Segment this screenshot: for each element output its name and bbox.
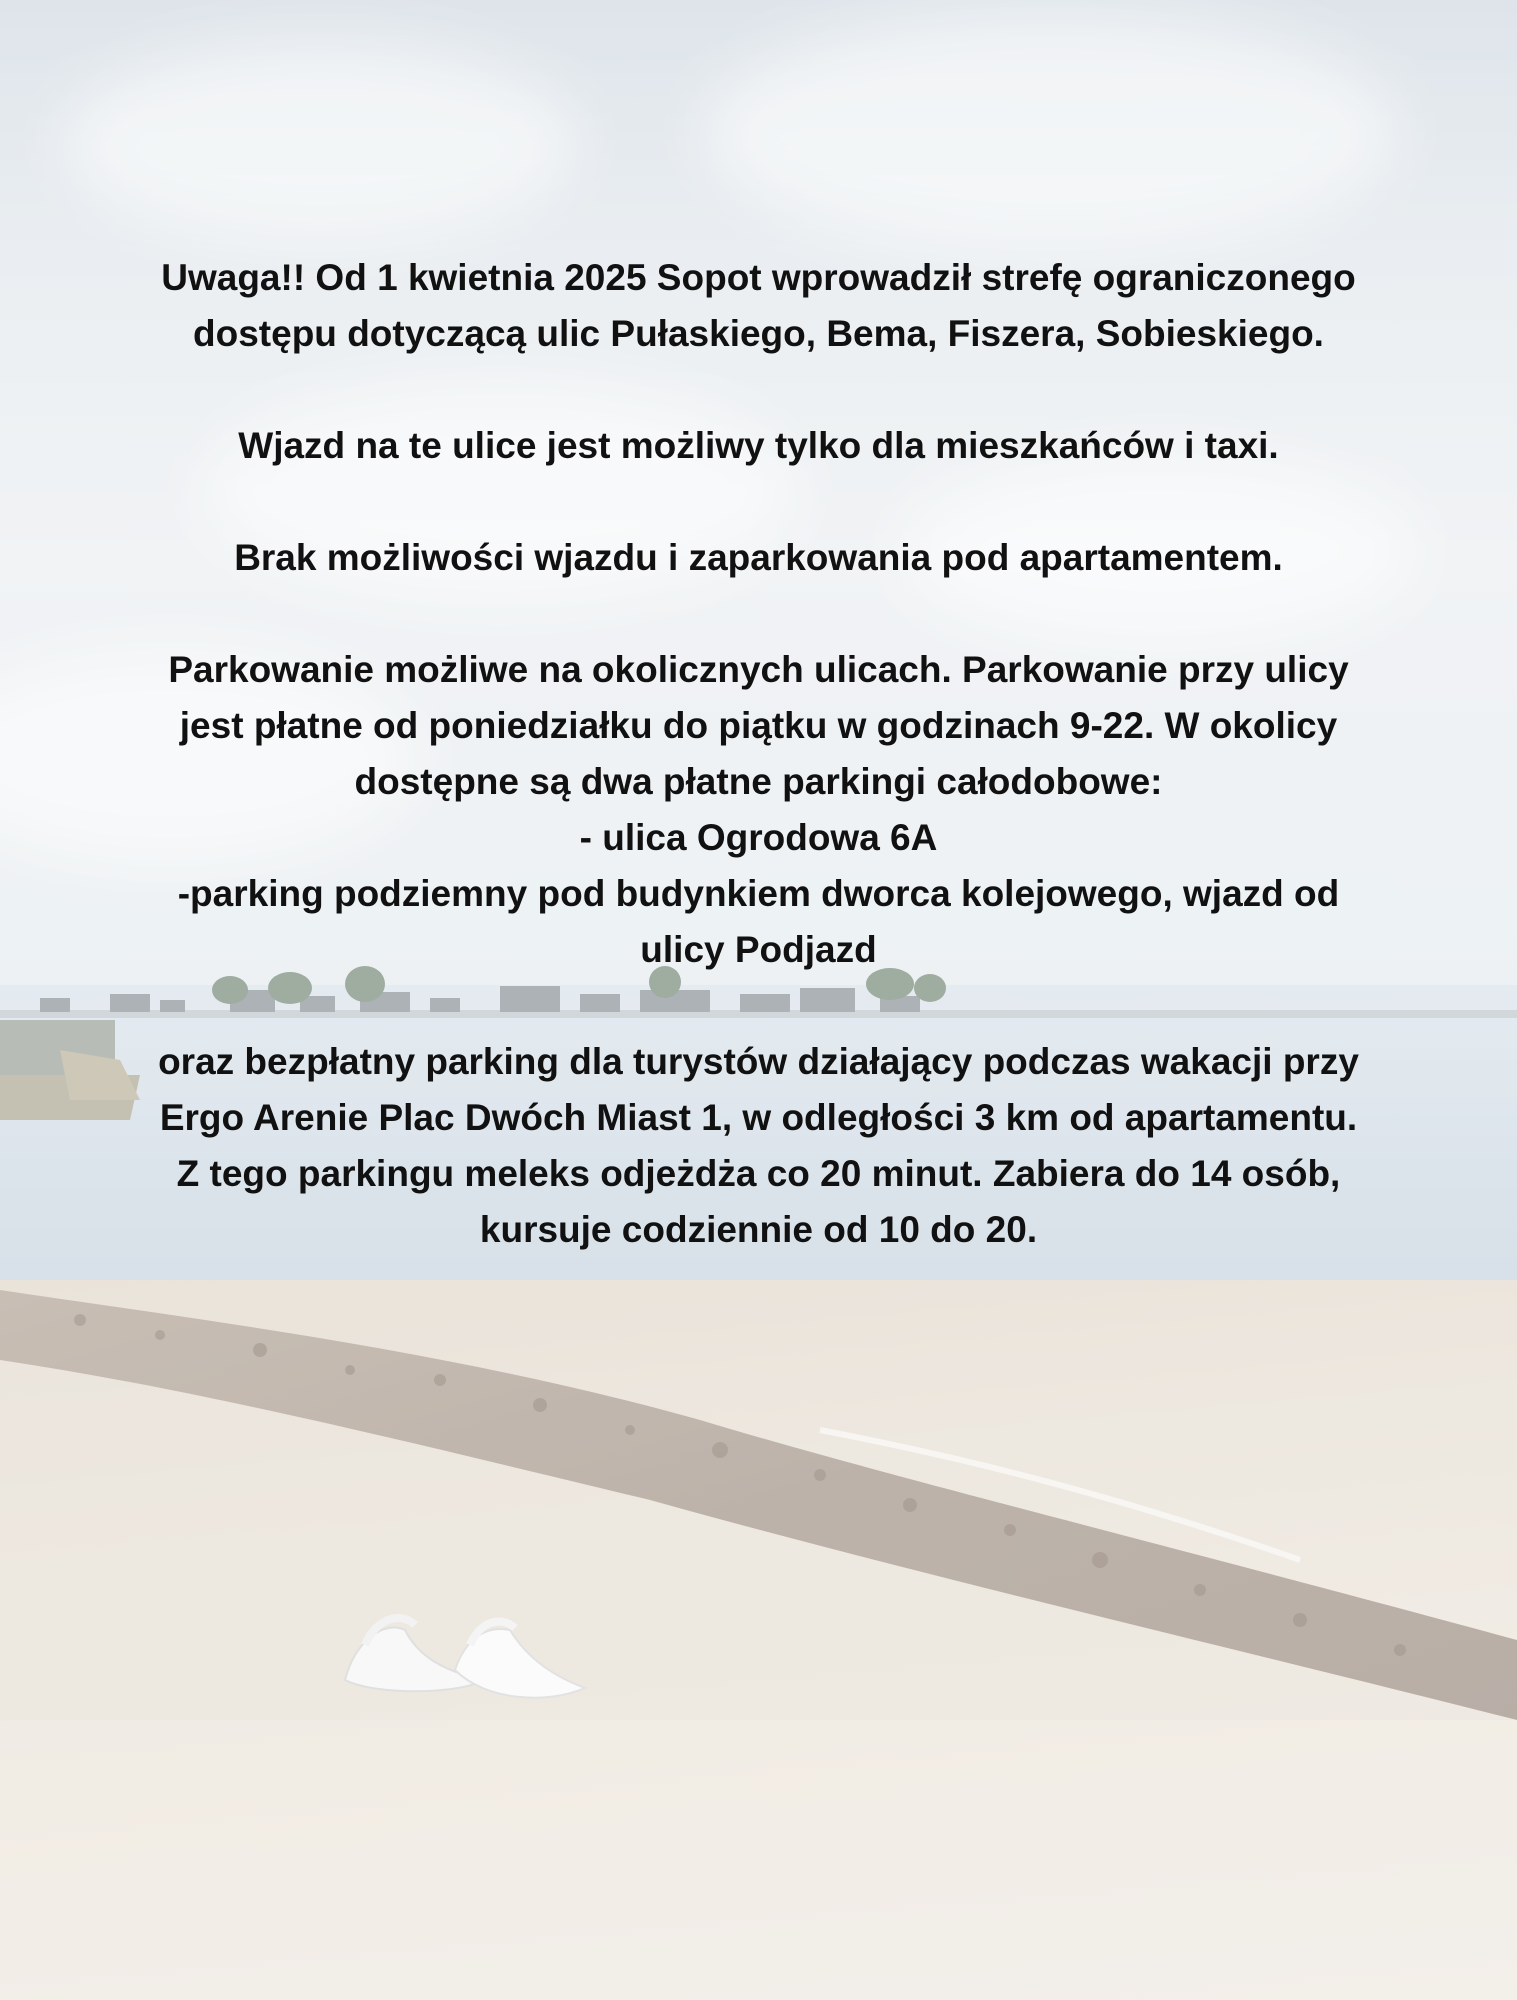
free-parking-line-4: kursuje codziennie od 10 do 20. [479,1209,1038,1250]
no-parking-info: Brak możliwości wjazdu i zaparkowania pod apartamentem. [234,537,1283,578]
free-parking-line-2: Ergo Arenie Plac Dwóch Miast 1, w odległości 3 km od apartamentu. [159,1097,1358,1138]
free-parking-line-1: oraz bezpłatny parking dla turystów działający podczas wakacji przy [158,1041,1359,1082]
intro-line-2: dostępu dotyczącą ulic Pułaskiego, Bema, Fiszera, Sobieskiego. [193,313,1324,354]
parking-option-2-line-2: ulicy Podjazd [640,929,877,970]
parking-line-1: Parkowanie możliwe na okolicznych ulicach. Parkowanie przy ulicy [168,649,1349,690]
free-parking-line-3: Z tego parkingu meleks odjeżdża co 20 minut. Zabiera do 14 osób, [176,1153,1341,1194]
intro-line-1: Uwaga!! Od 1 kwietnia 2025 Sopot wprowadził strefę ograniczonego [161,257,1356,298]
parking-line-3: dostępne są dwa płatne parkingi całodobowe: [354,761,1163,802]
parking-option-1: - ulica Ogrodowa 6A [579,817,938,858]
parking-option-2-line-1: -parking podziemny pod budynkiem dworca kolejowego, wjazd od [177,873,1340,914]
parking-notice [100,250,1417,1258]
entry-info: Wjazd na te ulice jest możliwy tylko dla mieszkańców i taxi. [238,425,1279,466]
parking-line-2: jest płatne od poniedziałku do piątku w godzinach 9-22. W okolicy [179,705,1338,746]
